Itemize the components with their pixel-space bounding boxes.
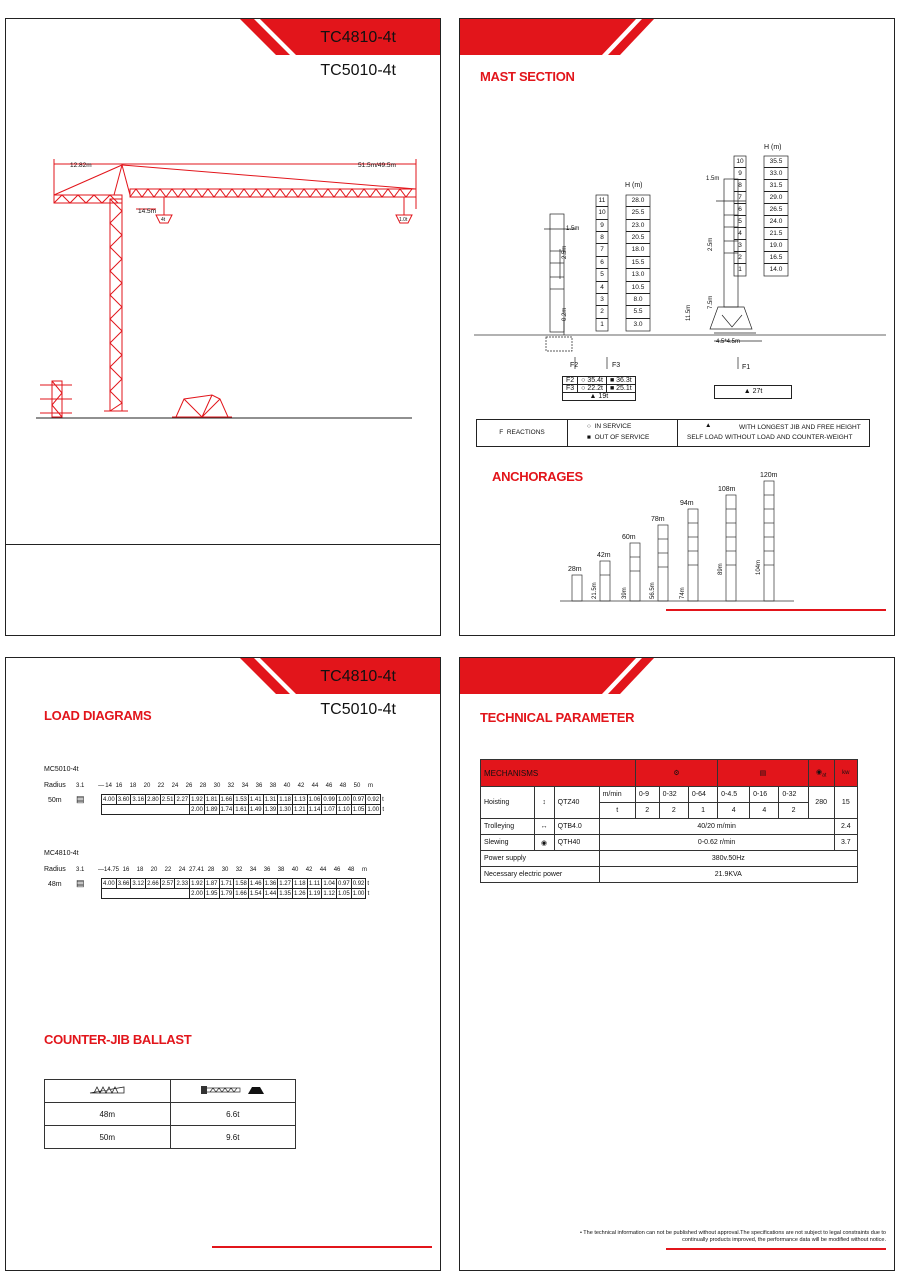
right-f1: F1 (742, 364, 751, 371)
load-cell: 1.81 (205, 796, 218, 803)
blank-cell (102, 889, 190, 899)
load-cell: 0.92 (367, 796, 380, 803)
page-mast-section (459, 18, 895, 636)
left-height-cell: 8.0 (626, 294, 650, 306)
load-cell: 2.00 (191, 806, 203, 813)
right-section-numbers (734, 156, 746, 276)
page-technical-parameter (459, 657, 895, 1271)
right-heights (764, 156, 788, 276)
radius-tick: 38 (277, 867, 285, 873)
footer-rule (212, 1246, 432, 1248)
radius-tick: 24 (171, 783, 179, 789)
hoist-load-5: 4 (750, 803, 779, 819)
mc5010-table (101, 794, 386, 815)
load-cell: 1.27 (279, 880, 291, 887)
right-section-cell: 10 (734, 156, 746, 168)
load-near: 4t (161, 217, 166, 223)
crane-drawing (6, 19, 441, 439)
trolleying-code: QTB4.0 (554, 819, 599, 835)
counter-jib-icon (170, 1080, 296, 1103)
radius-tick: 38 (269, 783, 277, 789)
row2-label: F3 (563, 385, 578, 393)
hoist-speed-4: 0-4.5 (718, 787, 750, 803)
anchor-l-39: 39m (622, 587, 628, 599)
anchor-h-28: 28m (568, 566, 582, 573)
right-section-cell: 8 (734, 180, 746, 192)
row2-in: 22.2t (587, 385, 603, 392)
radius-tick: 20 (143, 783, 151, 789)
load-cell: 1.54 (249, 890, 262, 897)
unit-m: m (368, 783, 373, 789)
weight-icon: ▲ (589, 393, 597, 400)
left-h-label: H (m) (625, 182, 643, 189)
left-f2: F2 (570, 362, 579, 369)
mast-section-title: MAST SECTION (480, 69, 575, 84)
hoist-kw: 15 (834, 787, 857, 819)
radius-tick: 48 (347, 867, 355, 873)
motor-icon: ⚙ (635, 760, 717, 787)
right-section-cell: 7 (734, 192, 746, 204)
left-section-cell: 5 (596, 269, 608, 281)
radius-tick: 48 (339, 783, 347, 789)
square-icon: ■ (609, 377, 615, 384)
hoist-at: 280 (808, 787, 834, 819)
load-cell: 1.12 (323, 890, 335, 897)
load-cell: 3.66 (117, 880, 130, 887)
load-cell: 1.13 (293, 796, 306, 803)
right-section-cell: 2 (734, 252, 746, 264)
radius-tick: 42 (297, 783, 305, 789)
left-height-cell: 13.0 (626, 269, 650, 281)
load-cell: 1.41 (249, 796, 262, 803)
load-cell: 2.33 (176, 880, 189, 887)
unit-m: m (362, 867, 368, 873)
right-height-cell: 29.0 (764, 192, 788, 204)
left-section-cell: 3 (596, 294, 608, 306)
slewing-label: Slewing (481, 835, 535, 851)
unit-t: t (382, 796, 384, 803)
radius-tick: 42 (305, 867, 313, 873)
left-height-cell: 20.5 (626, 232, 650, 244)
left-heights (626, 195, 650, 331)
load-cell: 1.95 (205, 890, 218, 897)
hoist-speed-5: 0-16 (750, 787, 779, 803)
model-secondary: TC5010-4t (320, 62, 396, 79)
right-height-cell: 31.5 (764, 180, 788, 192)
load-cell: 1.26 (293, 890, 306, 897)
slewing-value: 0-0.62 r/min (599, 835, 834, 851)
load-cell: 2.27 (176, 796, 189, 803)
load-cell: 1.21 (293, 806, 306, 813)
mc4810-model: MC4810-4t (44, 850, 79, 857)
jib-length: 51.5m/49.5m (358, 162, 396, 169)
left-dim-top: 1.5m (566, 226, 580, 232)
right-section-cell: 1 (738, 266, 742, 273)
right-base-size: 4.5*4.5m (716, 339, 741, 345)
left-height-cell: 10.5 (626, 282, 650, 294)
load-cell: 1.18 (279, 796, 291, 803)
at-label: at (822, 772, 827, 779)
load-cell: 1.31 (264, 796, 277, 803)
load-cell: 1.66 (220, 796, 233, 803)
radius-tick: 30 (221, 867, 229, 873)
blank-cell (102, 805, 190, 815)
right-height-cell: 33.0 (764, 168, 788, 180)
legend-without-load: WITHOUT LOAD AND COUNTER-WEIGHT (725, 434, 853, 441)
left-f3: F3 (612, 362, 621, 369)
load-far: 1.0t (399, 217, 408, 223)
load-cell: 0.97 (352, 796, 365, 803)
load-cell: 4.00 (103, 880, 115, 887)
updown-icon: ↕ (534, 787, 554, 819)
min-radius: 14.5m (138, 208, 157, 215)
legend-in-service: IN SERVICE (594, 423, 632, 430)
ballast-jib-48: 48m (45, 1103, 171, 1126)
right-height-cell: 35.5 (764, 156, 788, 168)
hoisting-unit-speed: m/min (599, 787, 635, 803)
right-height-cell: 21.5 (764, 228, 788, 240)
load-cell: 1.00 (352, 890, 365, 897)
load-cell: 1.19 (308, 890, 321, 897)
right-dim-top: 1.5m (706, 176, 720, 182)
load-cell: 1.05 (338, 890, 350, 897)
load-cell: 3.12 (132, 880, 145, 887)
load-cell: 1.79 (220, 890, 233, 897)
anchor-h-60: 60m (622, 534, 636, 541)
load-cell: 2.51 (161, 796, 174, 803)
hoist-speed-3: 0-64 (688, 787, 717, 803)
circle-icon: ○ (581, 385, 586, 392)
slewing-code: QTH40 (554, 835, 599, 851)
load-cell: 1.04 (323, 880, 335, 887)
hoist-speed-2: 0-32 (659, 787, 688, 803)
radius-tick: 16 (122, 867, 130, 873)
reactions-mini-table (562, 376, 636, 401)
square-icon: ■ (609, 385, 615, 392)
leftright-icon: ↔ (534, 819, 554, 835)
unit-t: t (367, 880, 370, 887)
load-cell: 1.05 (352, 806, 365, 813)
radius-tick: 32 (227, 783, 235, 789)
radius-tick: 32 (235, 867, 243, 873)
hoist-load-2: 2 (659, 803, 688, 819)
left-height-cell: 15.5 (626, 257, 650, 269)
right-self-load: 27t (752, 388, 763, 395)
mc5010-jib: 50m (48, 797, 62, 804)
mc5010-radius-label: Radius (44, 782, 66, 789)
radius-tick: —14.75 (98, 867, 120, 873)
load-cell: 1.11 (308, 880, 321, 887)
radius-tick: 34 (249, 867, 257, 873)
left-section-cell: 4 (596, 282, 608, 294)
mc4810-radii (98, 867, 367, 873)
load-cell: 1.61 (235, 806, 247, 813)
load-cell: 3.60 (117, 796, 130, 803)
left-section-cell: 11 (596, 195, 608, 207)
load-cell: 0.97 (338, 880, 350, 887)
left-height-cell: 3.0 (633, 320, 643, 328)
hoist-load-3: 1 (688, 803, 717, 819)
square-icon: ■ (587, 434, 591, 441)
mc5010-start: 3.1 (76, 783, 85, 789)
tech-table (480, 759, 858, 883)
slewing-kw: 3.7 (834, 835, 857, 851)
ballast-table (44, 1079, 296, 1149)
load-cell: 0.99 (323, 796, 335, 803)
hoist-speed-6: 0-32 (779, 787, 808, 803)
load-cell: 1.18 (293, 880, 306, 887)
radius-tick: 16 (115, 783, 123, 789)
hoisting-unit-load: t (599, 803, 635, 819)
anchor-h-108: 108m (718, 486, 736, 493)
right-section-cell: 3 (734, 240, 746, 252)
load-cell: 1.35 (279, 890, 291, 897)
left-section-cell: 8 (596, 232, 608, 244)
anchor-l-21: 21.5m (592, 582, 598, 599)
load-diagrams-title: LOAD DIAGRAMS (44, 708, 152, 723)
radius-tick: 28 (207, 867, 215, 873)
radius-tick: 18 (136, 867, 144, 873)
radius-tick: 50 (353, 783, 361, 789)
anchor-l-56: 56.5m (650, 582, 656, 599)
load-cell: 2.57 (161, 880, 174, 887)
right-dim-base2: 11.5m (686, 304, 692, 321)
load-cell: 1.53 (235, 796, 247, 803)
left-height-cell: 18.0 (626, 244, 650, 256)
ballast-jib-50: 50m (45, 1126, 171, 1149)
row1-label: F2 (563, 377, 578, 385)
reactions-legend (476, 419, 870, 447)
radius-tick: 22 (164, 867, 172, 873)
right-self-load-box (714, 385, 792, 399)
load-cell: 1.00 (367, 806, 380, 813)
legend-out-service: OUT OF SERVICE (594, 434, 650, 441)
power-supply-value: 380v.50Hz (599, 851, 857, 867)
radius-tick: 46 (333, 867, 341, 873)
anchorages-title: ANCHORAGES (492, 469, 583, 484)
page-load-diagrams (5, 657, 441, 1271)
model-primary: TC4810-4t (320, 29, 396, 46)
radius-tick: 34 (241, 783, 249, 789)
tech-title: TECHNICAL PARAMETER (480, 710, 635, 725)
ballast-value-50: 9.6t (170, 1126, 296, 1149)
load-cell: 2.66 (147, 880, 159, 887)
load-cell: 4.00 (103, 796, 115, 803)
load-cell: 1.46 (249, 880, 262, 887)
unit-t: t (367, 890, 370, 897)
row2-out: 25.1t (616, 385, 632, 392)
circle-icon: ○ (581, 377, 586, 384)
radius-tick: 46 (325, 783, 333, 789)
row1-in: 35.4t (587, 377, 603, 384)
load-cell: 3.16 (132, 796, 145, 803)
radius-tick: 20 (150, 867, 158, 873)
load-cell: 1.30 (279, 806, 291, 813)
kw-header: kw (834, 760, 857, 787)
radius-tick: 40 (291, 867, 299, 873)
left-dim-base: 0.2m (562, 307, 568, 321)
mc4810-jib: 48m (48, 881, 62, 888)
right-h-label: H (m) (764, 144, 782, 151)
load-cell: 0.92 (352, 880, 365, 887)
radius-tick: 36 (263, 867, 271, 873)
left-dim-section: 2.5m (562, 245, 568, 259)
hook-icon: ▤ (76, 878, 85, 888)
load-cell: 1.14 (308, 806, 321, 813)
right-section-cell: 5 (734, 216, 746, 228)
right-section-cell: 6 (734, 204, 746, 216)
right-height-cell: 14.0 (769, 266, 783, 273)
left-section-cell: 7 (596, 244, 608, 256)
radius-tick: 27.41 (189, 867, 205, 873)
anchor-h-78: 78m (651, 516, 665, 523)
load-cell: 1.87 (205, 880, 218, 887)
rotate-icon: ◉ (534, 835, 554, 851)
mc4810-start: 3.1 (76, 867, 85, 873)
radius-tick: 26 (185, 783, 193, 789)
hoisting-code: QTZ40 (554, 787, 599, 819)
load-cell: 1.49 (249, 806, 262, 813)
electric-power-value: 21.9KVA (599, 867, 857, 883)
left-height-cell: 28.0 (626, 195, 650, 207)
left-self-load: 19t (598, 393, 609, 400)
jib-icon (45, 1080, 171, 1103)
right-dim-section: 2.5m (708, 237, 714, 251)
mc4810-table (101, 878, 371, 899)
load-cell: 1.36 (264, 880, 277, 887)
hoist-load-4: 4 (718, 803, 750, 819)
load-cell: 2.80 (147, 796, 159, 803)
footer-rule (666, 1248, 886, 1250)
radius-tick: 24 (178, 867, 186, 873)
left-section-cell: 10 (596, 207, 608, 219)
anchor-h-120: 120m (760, 472, 778, 479)
circle-icon: ○ (587, 423, 591, 430)
radius-tick: 44 (311, 783, 319, 789)
radius-tick: 22 (157, 783, 165, 789)
load-cell: 1.58 (235, 880, 247, 887)
unit-t: t (382, 806, 384, 813)
radius-tick: 28 (199, 783, 207, 789)
weight-icon: ▲ (705, 422, 712, 429)
tech-footnote: • The technical information can not be published without approval.The specifications are not subject to legal constraints due to continually products improved, the performance data will be modified without notice. (579, 1230, 886, 1243)
radius-tick: 40 (283, 783, 291, 789)
counter-jib-length: 12.82m (70, 162, 92, 169)
anchor-l-74: 74m (680, 587, 686, 599)
left-height-cell: 5.5 (626, 306, 650, 318)
power-supply-label: Power supply (481, 851, 600, 867)
right-dim-base1: 7.5m (708, 295, 714, 309)
mast-diagram (460, 19, 895, 379)
weight-icon: ▲ (743, 388, 751, 395)
trolleying-kw: 2.4 (834, 819, 857, 835)
hoist-load-1: 2 (635, 803, 659, 819)
legend-label: F REACTIONS (477, 420, 568, 446)
load-cell: 1.74 (220, 806, 233, 813)
trolleying-label: Trolleying (481, 819, 535, 835)
left-section-cell: 9 (596, 220, 608, 232)
radius-tick: 30 (213, 783, 221, 789)
right-height-cell: 16.5 (764, 252, 788, 264)
load-cell: 1.07 (323, 806, 335, 813)
radius-tick: 44 (319, 867, 327, 873)
radius-tick: 18 (129, 783, 137, 789)
right-height-cell: 19.0 (764, 240, 788, 252)
trolleying-value: 40/20 m/min (599, 819, 834, 835)
load-cell: 1.10 (338, 806, 350, 813)
hoist-speed-1: 0-9 (635, 787, 659, 803)
load-cell: 2.00 (191, 890, 203, 897)
legend-longest-jib: WITH LONGEST JIB AND FREE HEIGHT (739, 424, 861, 431)
load-cell: 1.89 (205, 806, 218, 813)
right-section-cell: 9 (734, 168, 746, 180)
mc5010-radii (98, 783, 373, 789)
anchor-l-89: 89m (718, 563, 724, 575)
right-height-cell: 26.5 (764, 204, 788, 216)
right-height-cell: 24.0 (764, 216, 788, 228)
ballast-title: COUNTER-JIB BALLAST (44, 1032, 192, 1047)
model-primary: TC4810-4t (320, 668, 396, 685)
right-section-cell: 4 (734, 228, 746, 240)
load-cell: 1.44 (264, 890, 277, 897)
left-section-cell: 2 (596, 306, 608, 318)
anchor-h-42: 42m (597, 552, 611, 559)
page-crane-elevation (5, 18, 441, 636)
left-section-cell: 1 (600, 320, 604, 328)
hoisting-label: Hoisting (481, 787, 535, 819)
left-height-cell: 23.0 (626, 220, 650, 232)
drum-icon: ◉ (816, 768, 823, 776)
hook-icon: ▤ (718, 760, 808, 787)
anchor-l-104: 104m (756, 559, 762, 575)
row1-out: 36.3t (616, 377, 632, 384)
mc5010-model: MC5010-4t (44, 766, 79, 773)
ballast-value-48: 6.6t (170, 1103, 296, 1126)
left-height-cell: 25.5 (626, 207, 650, 219)
anchor-h-94: 94m (680, 500, 694, 507)
left-section-numbers (596, 195, 608, 331)
load-cell: 1.06 (308, 796, 321, 803)
load-cell: 1.39 (264, 806, 277, 813)
load-cell: 1.92 (191, 880, 203, 887)
radius-tick: 36 (255, 783, 263, 789)
load-cell: 1.66 (235, 890, 247, 897)
hook-icon: ▤ (76, 794, 85, 804)
red-banner (459, 658, 894, 698)
mechanisms-header: MECHANISMS (481, 760, 636, 787)
footer-rule (666, 609, 886, 611)
divider (6, 544, 440, 545)
legend-self-load: SELF LOAD (687, 434, 723, 441)
radius-tick: — 14 (98, 783, 112, 789)
left-section-cell: 6 (596, 257, 608, 269)
electric-power-label: Necessary electric power (481, 867, 600, 883)
load-cell: 1.92 (191, 796, 203, 803)
model-secondary: TC5010-4t (320, 701, 396, 718)
mc4810-radius-label: Radius (44, 866, 66, 873)
load-cell: 1.00 (338, 796, 350, 803)
load-cell: 1.71 (220, 880, 233, 887)
hoist-load-6: 2 (779, 803, 808, 819)
